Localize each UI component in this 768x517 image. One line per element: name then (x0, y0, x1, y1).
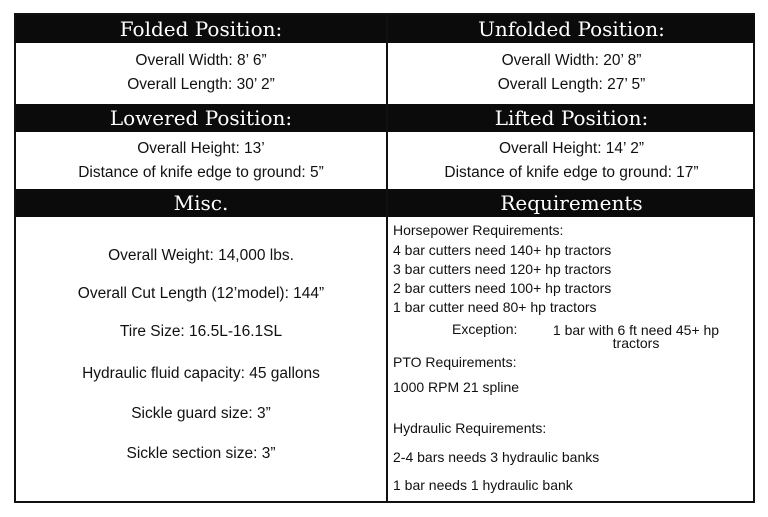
misc-item: Tire Size: 16.5L-16.1SL (119, 323, 283, 340)
hp-item: 1 bar cutter need 80+ hp tractors (393, 299, 597, 315)
hydraulic-heading: Hydraulic Requirements: (393, 420, 547, 436)
exception-text: 1 bar with 6 ft need 45+ hp tractors (552, 322, 720, 351)
hydraulic-item: 2-4 bars needs 3 hydraulic banks (393, 449, 600, 465)
folded-header: Folded Position: (16, 15, 386, 43)
folded-width: Overall Width: 8’ 6” (135, 52, 267, 69)
unfolded-header: Unfolded Position: (388, 15, 755, 43)
hydraulic-item: 1 bar needs 1 hydraulic bank (393, 477, 573, 493)
unfolded-length: Overall Length: 27’ 5” (497, 76, 646, 93)
hp-item: 3 bar cutters need 120+ hp tractors (393, 261, 612, 277)
misc-item: Overall Cut Length (12’model): 144” (77, 285, 325, 302)
lowered-header: Lowered Position: (16, 104, 386, 132)
lowered-knife-distance: Distance of knife edge to ground: 5” (78, 164, 324, 181)
unfolded-width: Overall Width: 20’ 8” (501, 52, 642, 69)
requirements-header: Requirements (388, 189, 755, 217)
lowered-height: Overall Height: 13’ (137, 140, 265, 157)
misc-item: Hydraulic fluid capacity: 45 gallons (82, 365, 320, 382)
misc-item: Sickle guard size: 3” (131, 405, 271, 422)
pto-heading: PTO Requirements: (393, 354, 517, 370)
misc-item: Overall Weight: 14,000 lbs. (108, 247, 294, 264)
exception-label: Exception: (452, 321, 518, 337)
folded-length: Overall Length: 30’ 2” (127, 76, 275, 93)
lifted-knife-distance: Distance of knife edge to ground: 17” (444, 164, 699, 181)
hp-item: 2 bar cutters need 100+ hp tractors (393, 280, 612, 296)
misc-header: Misc. (16, 189, 386, 217)
spec-table (14, 13, 755, 503)
lifted-height: Overall Height: 14’ 2” (498, 140, 645, 157)
hp-heading: Horsepower Requirements: (393, 222, 564, 238)
hp-item: 4 bar cutters need 140+ hp tractors (393, 242, 612, 258)
misc-item: Sickle section size: 3” (126, 445, 276, 462)
pto-value: 1000 RPM 21 spline (393, 379, 520, 395)
lifted-header: Lifted Position: (388, 104, 755, 132)
